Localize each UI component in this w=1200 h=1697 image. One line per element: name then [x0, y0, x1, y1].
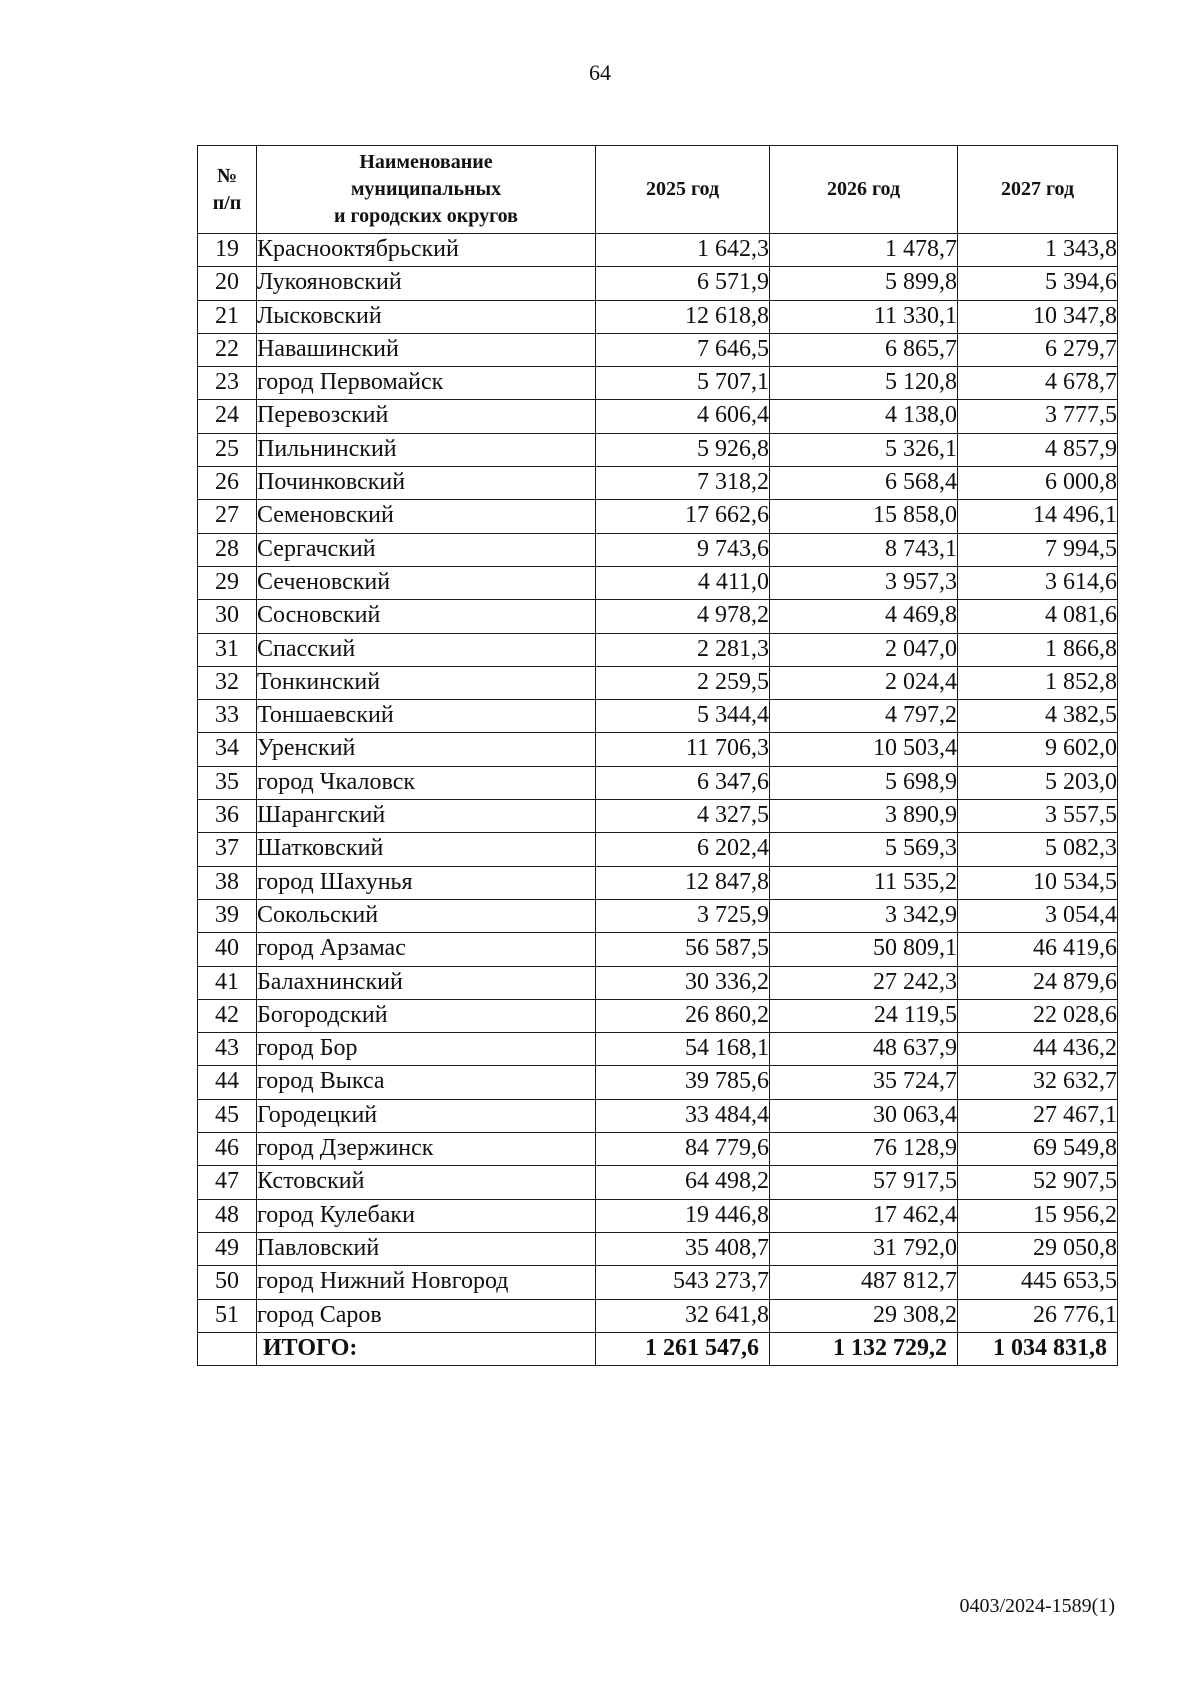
row-number: 38	[198, 866, 257, 899]
value-2027: 4 857,9	[958, 433, 1118, 466]
value-2025: 5 707,1	[596, 367, 770, 400]
municipality-name: Лысковский	[257, 300, 596, 333]
total-label: ИТОГО:	[257, 1332, 596, 1365]
municipality-name: Семеновский	[257, 500, 596, 533]
value-2026: 3 957,3	[770, 566, 958, 599]
row-number: 19	[198, 234, 257, 267]
municipality-name: Сокольский	[257, 899, 596, 932]
municipality-name: Пильнинский	[257, 433, 596, 466]
municipality-name: город Нижний Новгород	[257, 1266, 596, 1299]
value-2027: 445 653,5	[958, 1266, 1118, 1299]
table-header-row	[198, 146, 1118, 234]
value-2026: 30 063,4	[770, 1099, 958, 1132]
table-row	[198, 899, 1118, 932]
table-row	[198, 1166, 1118, 1199]
row-number: 47	[198, 1166, 257, 1199]
header-name-line: муниципальных	[350, 178, 502, 200]
municipality-name: Сеченовский	[257, 566, 596, 599]
row-number: 41	[198, 966, 257, 999]
row-number: 44	[198, 1066, 257, 1099]
row-number: 42	[198, 999, 257, 1032]
municipality-name: Павловский	[257, 1232, 596, 1265]
header-num-line: п/п	[212, 191, 242, 214]
value-2027: 69 549,8	[958, 1133, 1118, 1166]
value-2026: 10 503,4	[770, 733, 958, 766]
value-2027: 7 994,5	[958, 533, 1118, 566]
header-2026: 2026 год	[770, 146, 958, 234]
row-number: 30	[198, 600, 257, 633]
value-2027: 3 777,5	[958, 400, 1118, 433]
total-row	[198, 1332, 1118, 1365]
table-row	[198, 1266, 1118, 1299]
value-2026: 6 865,7	[770, 333, 958, 366]
value-2025: 4 327,5	[596, 800, 770, 833]
value-2025: 4 411,0	[596, 566, 770, 599]
total-2027: 1 034 831,8	[958, 1332, 1118, 1365]
total-num-cell	[198, 1332, 257, 1365]
table-row	[198, 234, 1118, 267]
municipality-name: Балахнинский	[257, 966, 596, 999]
municipality-name: Сосновский	[257, 600, 596, 633]
table-row	[198, 966, 1118, 999]
value-2025: 39 785,6	[596, 1066, 770, 1099]
value-2025: 35 408,7	[596, 1232, 770, 1265]
value-2027: 24 879,6	[958, 966, 1118, 999]
municipality-name: Сергачский	[257, 533, 596, 566]
row-number: 39	[198, 899, 257, 932]
value-2025: 7 318,2	[596, 467, 770, 500]
row-number: 43	[198, 1033, 257, 1066]
value-2027: 9 602,0	[958, 733, 1118, 766]
value-2025: 11 706,3	[596, 733, 770, 766]
value-2025: 543 273,7	[596, 1266, 770, 1299]
municipality-name: Навашинский	[257, 333, 596, 366]
value-2027: 1 866,8	[958, 633, 1118, 666]
table-row	[198, 1033, 1118, 1066]
value-2027: 4 678,7	[958, 367, 1118, 400]
table-row	[198, 700, 1118, 733]
municipality-name: Городецкий	[257, 1099, 596, 1132]
table-row	[198, 666, 1118, 699]
value-2026: 5 899,8	[770, 267, 958, 300]
row-number: 34	[198, 733, 257, 766]
value-2026: 1 478,7	[770, 234, 958, 267]
value-2026: 31 792,0	[770, 1232, 958, 1265]
header-2025: 2025 год	[596, 146, 770, 234]
municipality-name: Краснооктябрьский	[257, 234, 596, 267]
value-2026: 2 047,0	[770, 633, 958, 666]
municipality-name: Перевозский	[257, 400, 596, 433]
budget-table	[197, 145, 1118, 1366]
table-row	[198, 467, 1118, 500]
table-row	[198, 866, 1118, 899]
table-row	[198, 1133, 1118, 1166]
table-row	[198, 533, 1118, 566]
municipality-name: Спасский	[257, 633, 596, 666]
value-2027: 5 394,6	[958, 267, 1118, 300]
value-2026: 4 469,8	[770, 600, 958, 633]
table-row	[198, 1066, 1118, 1099]
value-2026: 2 024,4	[770, 666, 958, 699]
value-2026: 487 812,7	[770, 1266, 958, 1299]
table-row	[198, 733, 1118, 766]
value-2026: 11 330,1	[770, 300, 958, 333]
table-row	[198, 433, 1118, 466]
municipality-name: город Выкса	[257, 1066, 596, 1099]
total-2026: 1 132 729,2	[770, 1332, 958, 1365]
value-2025: 6 347,6	[596, 766, 770, 799]
row-number: 24	[198, 400, 257, 433]
value-2025: 4 978,2	[596, 600, 770, 633]
municipality-name: город Саров	[257, 1299, 596, 1332]
value-2025: 54 168,1	[596, 1033, 770, 1066]
row-number: 35	[198, 766, 257, 799]
value-2025: 33 484,4	[596, 1099, 770, 1132]
value-2025: 4 606,4	[596, 400, 770, 433]
municipality-name: город Арзамас	[257, 933, 596, 966]
table-row	[198, 600, 1118, 633]
value-2026: 5 120,8	[770, 367, 958, 400]
table-row	[198, 1232, 1118, 1265]
value-2025: 17 662,6	[596, 500, 770, 533]
municipality-name: город Кулебаки	[257, 1199, 596, 1232]
row-number: 26	[198, 467, 257, 500]
value-2026: 11 535,2	[770, 866, 958, 899]
row-number: 23	[198, 367, 257, 400]
value-2025: 26 860,2	[596, 999, 770, 1032]
table-row	[198, 500, 1118, 533]
table-row	[198, 400, 1118, 433]
value-2025: 3 725,9	[596, 899, 770, 932]
row-number: 28	[198, 533, 257, 566]
total-2025: 1 261 547,6	[596, 1332, 770, 1365]
value-2026: 5 326,1	[770, 433, 958, 466]
value-2025: 12 847,8	[596, 866, 770, 899]
value-2027: 1 852,8	[958, 666, 1118, 699]
value-2025: 32 641,8	[596, 1299, 770, 1332]
municipality-name: Уренский	[257, 733, 596, 766]
value-2027: 10 347,8	[958, 300, 1118, 333]
document-code: 0403/2024-1589(1)	[959, 1595, 1115, 1617]
table-row	[198, 1099, 1118, 1132]
municipality-name: город Бор	[257, 1033, 596, 1066]
row-number: 45	[198, 1099, 257, 1132]
header-num-line: №	[216, 164, 238, 187]
value-2027: 15 956,2	[958, 1199, 1118, 1232]
value-2025: 84 779,6	[596, 1133, 770, 1166]
municipality-name: город Шахунья	[257, 866, 596, 899]
value-2026: 50 809,1	[770, 933, 958, 966]
row-number: 50	[198, 1266, 257, 1299]
value-2027: 3 614,6	[958, 566, 1118, 599]
table-row	[198, 800, 1118, 833]
value-2026: 35 724,7	[770, 1066, 958, 1099]
value-2027: 14 496,1	[958, 500, 1118, 533]
value-2026: 4 138,0	[770, 400, 958, 433]
value-2026: 5 569,3	[770, 833, 958, 866]
value-2025: 2 259,5	[596, 666, 770, 699]
value-2025: 19 446,8	[596, 1199, 770, 1232]
table-row	[198, 333, 1118, 366]
value-2026: 57 917,5	[770, 1166, 958, 1199]
value-2026: 6 568,4	[770, 467, 958, 500]
table-row	[198, 1299, 1118, 1332]
table-row	[198, 833, 1118, 866]
value-2025: 30 336,2	[596, 966, 770, 999]
value-2026: 24 119,5	[770, 999, 958, 1032]
value-2027: 5 082,3	[958, 833, 1118, 866]
table-row	[198, 1199, 1118, 1232]
municipality-name: Богородский	[257, 999, 596, 1032]
value-2025: 56 587,5	[596, 933, 770, 966]
value-2026: 8 743,1	[770, 533, 958, 566]
table-row	[198, 999, 1118, 1032]
municipality-name: город Дзержинск	[257, 1133, 596, 1166]
row-number: 25	[198, 433, 257, 466]
row-number: 27	[198, 500, 257, 533]
row-number: 31	[198, 633, 257, 666]
row-number: 20	[198, 267, 257, 300]
municipality-name: Тонкинский	[257, 666, 596, 699]
value-2025: 6 571,9	[596, 267, 770, 300]
row-number: 51	[198, 1299, 257, 1332]
row-number: 37	[198, 833, 257, 866]
value-2027: 32 632,7	[958, 1066, 1118, 1099]
value-2026: 27 242,3	[770, 966, 958, 999]
header-2027: 2027 год	[958, 146, 1118, 234]
value-2027: 3 054,4	[958, 899, 1118, 932]
value-2027: 26 776,1	[958, 1299, 1118, 1332]
value-2026: 17 462,4	[770, 1199, 958, 1232]
row-number: 22	[198, 333, 257, 366]
municipality-name: Шатковский	[257, 833, 596, 866]
value-2027: 4 382,5	[958, 700, 1118, 733]
value-2026: 48 637,9	[770, 1033, 958, 1066]
value-2027: 27 467,1	[958, 1099, 1118, 1132]
value-2027: 6 279,7	[958, 333, 1118, 366]
row-number: 29	[198, 566, 257, 599]
value-2026: 15 858,0	[770, 500, 958, 533]
table-row	[198, 367, 1118, 400]
municipality-name: город Первомайск	[257, 367, 596, 400]
table-row	[198, 267, 1118, 300]
row-number: 21	[198, 300, 257, 333]
header-num	[198, 146, 257, 234]
header-name-line: Наименование	[359, 151, 493, 173]
value-2026: 5 698,9	[770, 766, 958, 799]
header-name	[257, 146, 596, 234]
row-number: 46	[198, 1133, 257, 1166]
value-2025: 9 743,6	[596, 533, 770, 566]
value-2026: 3 342,9	[770, 899, 958, 932]
value-2026: 3 890,9	[770, 800, 958, 833]
value-2027: 10 534,5	[958, 866, 1118, 899]
value-2025: 64 498,2	[596, 1166, 770, 1199]
municipality-name: Тоншаевский	[257, 700, 596, 733]
value-2025: 5 344,4	[596, 700, 770, 733]
value-2026: 76 128,9	[770, 1133, 958, 1166]
value-2025: 2 281,3	[596, 633, 770, 666]
value-2027: 4 081,6	[958, 600, 1118, 633]
value-2026: 4 797,2	[770, 700, 958, 733]
row-number: 48	[198, 1199, 257, 1232]
municipality-name: город Чкаловск	[257, 766, 596, 799]
row-number: 32	[198, 666, 257, 699]
municipality-name: Шарангский	[257, 800, 596, 833]
value-2025: 1 642,3	[596, 234, 770, 267]
row-number: 36	[198, 800, 257, 833]
value-2027: 1 343,8	[958, 234, 1118, 267]
table-row	[198, 933, 1118, 966]
value-2025: 7 646,5	[596, 333, 770, 366]
value-2027: 46 419,6	[958, 933, 1118, 966]
value-2025: 12 618,8	[596, 300, 770, 333]
municipality-name: Кстовский	[257, 1166, 596, 1199]
value-2027: 6 000,8	[958, 467, 1118, 500]
value-2025: 5 926,8	[596, 433, 770, 466]
row-number: 40	[198, 933, 257, 966]
row-number: 49	[198, 1232, 257, 1265]
row-number: 33	[198, 700, 257, 733]
value-2025: 6 202,4	[596, 833, 770, 866]
header-name-line: и городских округов	[334, 205, 518, 227]
value-2027: 3 557,5	[958, 800, 1118, 833]
value-2027: 52 907,5	[958, 1166, 1118, 1199]
value-2027: 5 203,0	[958, 766, 1118, 799]
value-2027: 29 050,8	[958, 1232, 1118, 1265]
value-2027: 44 436,2	[958, 1033, 1118, 1066]
page-number: 64	[589, 60, 611, 85]
table-row	[198, 766, 1118, 799]
table-row	[198, 633, 1118, 666]
value-2027: 22 028,6	[958, 999, 1118, 1032]
value-2026: 29 308,2	[770, 1299, 958, 1332]
municipality-name: Починковский	[257, 467, 596, 500]
table-row	[198, 300, 1118, 333]
table-row	[198, 566, 1118, 599]
municipality-name: Лукояновский	[257, 267, 596, 300]
